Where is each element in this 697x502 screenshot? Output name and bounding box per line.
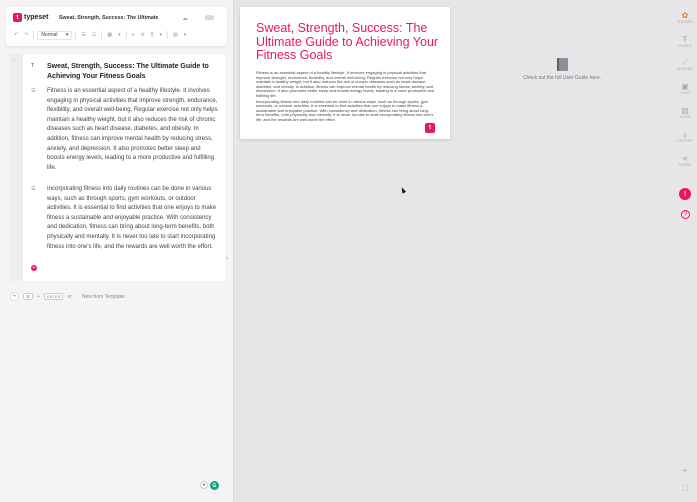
rail-item-themes[interactable] bbox=[673, 11, 697, 24]
toolbar-divider bbox=[126, 31, 127, 39]
chevron-down-icon: ▾ bbox=[65, 32, 69, 38]
shortcut-key: ENTER bbox=[44, 293, 64, 300]
collapse-arrow-icon[interactable]: ‹ bbox=[14, 57, 16, 63]
preview-logo-icon: t bbox=[425, 123, 435, 133]
expand-arrow-icon[interactable]: › bbox=[226, 256, 228, 262]
rail-label: SHARE bbox=[678, 163, 692, 167]
rail-label: SPACING bbox=[676, 67, 694, 71]
book-icon bbox=[557, 58, 568, 71]
rail-item-share[interactable] bbox=[673, 154, 697, 167]
spellcheck-icon[interactable]: ● bbox=[200, 481, 208, 489]
palette-icon: ✿ bbox=[681, 11, 689, 20]
preview-body bbox=[256, 71, 436, 124]
toolbar-divider bbox=[33, 31, 34, 39]
link-icon[interactable]: ⊘ bbox=[140, 32, 145, 38]
new-from-template-button[interactable]: New from Template bbox=[81, 293, 125, 300]
download-icon: ⤓ bbox=[683, 130, 687, 139]
toolbar-divider bbox=[101, 31, 102, 39]
editor-canvas[interactable] bbox=[10, 54, 225, 281]
undo-icon[interactable]: ↶ bbox=[14, 32, 19, 38]
align-icon[interactable]: ≡ bbox=[131, 32, 135, 38]
redo-icon[interactable]: ↷ bbox=[24, 32, 29, 38]
rail-item-spacing[interactable] bbox=[673, 58, 697, 71]
paragraph-2[interactable]: Incorporating fitness into daily routines can be done in various ways, such as through sports, gym workouts, or outdoor activities. It is essential to find activities that one enjoys to make fitness a sustainable and enjoyable practice. With consistency and dedication, fitness can bring about long-term benefits, both physically and mentally. It is never too late to start incorporating fitness into one's life, and the rewards are well worth the effort. bbox=[47, 186, 217, 250]
top-bar bbox=[6, 7, 227, 46]
shortcut-plus: + bbox=[37, 293, 40, 300]
paragraph-1[interactable]: Fitness is an essential aspect of a healthy lifestyle. It involves engaging in physical activities that improve strength, endurance, flexibility, and overall well-being. Regular exercise not only helps maintain a healthy weight, but it also reduces the risk of chronic diseases such as heart disease, diabetes, and obesity. In addition, fitness can improve mental health by reducing stress, anxiety, and depression. It also promotes better sleep and boosts energy levels, leading to a more productive and fulfilling life. bbox=[47, 88, 218, 171]
heading-block-icon[interactable]: T bbox=[31, 63, 35, 69]
unordered-list-icon[interactable]: ☷ bbox=[91, 32, 97, 38]
chevron-down-icon[interactable]: ▾ bbox=[183, 32, 187, 38]
add-block-icon[interactable]: + bbox=[32, 265, 36, 271]
rail-label: FONTS bbox=[678, 44, 692, 48]
editor-gutter bbox=[10, 54, 23, 281]
logo-image-icon: ▣ bbox=[681, 82, 689, 91]
paragraph-block-icon[interactable]: ☰ bbox=[31, 186, 36, 192]
or-label: or bbox=[67, 293, 72, 300]
document-title[interactable]: Sweat, Strength, Success: The Ultimate bbox=[59, 15, 159, 21]
rail-label: EXPORT bbox=[677, 139, 693, 143]
toolbar-divider bbox=[75, 31, 76, 39]
image-icon[interactable]: ▤ bbox=[173, 32, 178, 38]
twitter-icon[interactable]: ✦ bbox=[682, 468, 688, 475]
assistant-widgets bbox=[200, 481, 219, 490]
zoom-icon: ▨ bbox=[681, 106, 689, 115]
preview-paragraph-2: Incorporating fitness into daily routines can be done in various ways, such as through sports, gym workouts, or outdoor activities. It is essential to find activities that one enjoys to make fitness a sustainable and enjoyable practice. With consistency and dedication, fitness can bring about long-term benefits, both physically and mentally. It is never too late to start incorporating fitness into one's life, and the rewards are well worth the effort. bbox=[256, 98, 434, 122]
right-rail bbox=[673, 0, 697, 502]
user-guide-hint[interactable] bbox=[510, 58, 614, 81]
rail-item-logo[interactable] bbox=[673, 82, 697, 95]
rail-item-zoom[interactable] bbox=[673, 106, 697, 119]
typeset-logo-icon: t bbox=[13, 13, 22, 22]
chevron-down-icon[interactable]: ▾ bbox=[159, 32, 163, 38]
formatting-toolbar bbox=[12, 29, 222, 41]
premium-icon[interactable]: ! bbox=[679, 188, 691, 200]
preview-title: Sweat, Strength, Success: The Ultimate Guide to Achieving Your Fitness Goals bbox=[256, 21, 439, 62]
style-select-value: Normal bbox=[41, 32, 58, 38]
table-icon[interactable]: ▦ bbox=[107, 32, 113, 38]
shortcut-key: ⌘ bbox=[23, 293, 33, 300]
keyboard-icon[interactable]: ⌨ bbox=[205, 16, 214, 22]
share-icon: ⋖ bbox=[681, 154, 689, 163]
paragraph-block-icon[interactable]: ☰ bbox=[31, 88, 36, 94]
toolbar-divider bbox=[167, 31, 168, 39]
style-select[interactable] bbox=[37, 31, 72, 40]
cloud-sync-icon[interactable]: ☁ bbox=[182, 16, 188, 22]
brand-logo[interactable] bbox=[13, 13, 49, 22]
editor-pane bbox=[0, 0, 234, 502]
mouse-cursor-icon bbox=[400, 186, 406, 193]
help-icon[interactable]: ? bbox=[681, 210, 690, 219]
spacing-icon: ⟋ bbox=[682, 58, 688, 67]
grammarly-icon[interactable]: G bbox=[210, 481, 219, 490]
rail-label: THEMES bbox=[677, 20, 693, 24]
ordered-list-icon[interactable]: ☰ bbox=[81, 32, 86, 38]
preview-paragraph-1: Fitness is an essential aspect of a healthy lifestyle. It involves engaging in physical activities that improve strength, endurance, flexibility, and overall well-being. Regular exercise not only helps maintain a healthy weight, but it also reduces the risk of chronic diseases such as heart disease, diabetes, and obesity. In addition, fitness can improve mental health by reducing stress, anxiety, and depression. It also promotes better sleep and boosts energy levels, leading to a more productive and fulfilling life. bbox=[256, 70, 435, 98]
rail-item-fonts[interactable] bbox=[673, 35, 697, 48]
chat-icon[interactable]: ▢ bbox=[682, 485, 689, 492]
document-heading[interactable]: Sweat, Strength, Success: The Ultimate Guide to Achieving Your Fitness Goals bbox=[47, 63, 209, 80]
user-guide-text: Check out the full User Guide here. bbox=[522, 75, 602, 81]
rail-label: ZOOM bbox=[679, 115, 691, 119]
font-icon: Ŧ bbox=[682, 35, 688, 44]
chevron-down-icon[interactable]: ▾ bbox=[118, 32, 121, 38]
citation-icon[interactable]: § bbox=[150, 32, 154, 38]
brand-name: typeset bbox=[24, 14, 49, 21]
rail-item-export[interactable] bbox=[673, 130, 697, 143]
rail-label: LOGO bbox=[679, 91, 691, 95]
preview-page[interactable] bbox=[240, 7, 450, 139]
add-block-button[interactable]: + bbox=[10, 292, 19, 301]
new-block-bar bbox=[10, 292, 125, 301]
